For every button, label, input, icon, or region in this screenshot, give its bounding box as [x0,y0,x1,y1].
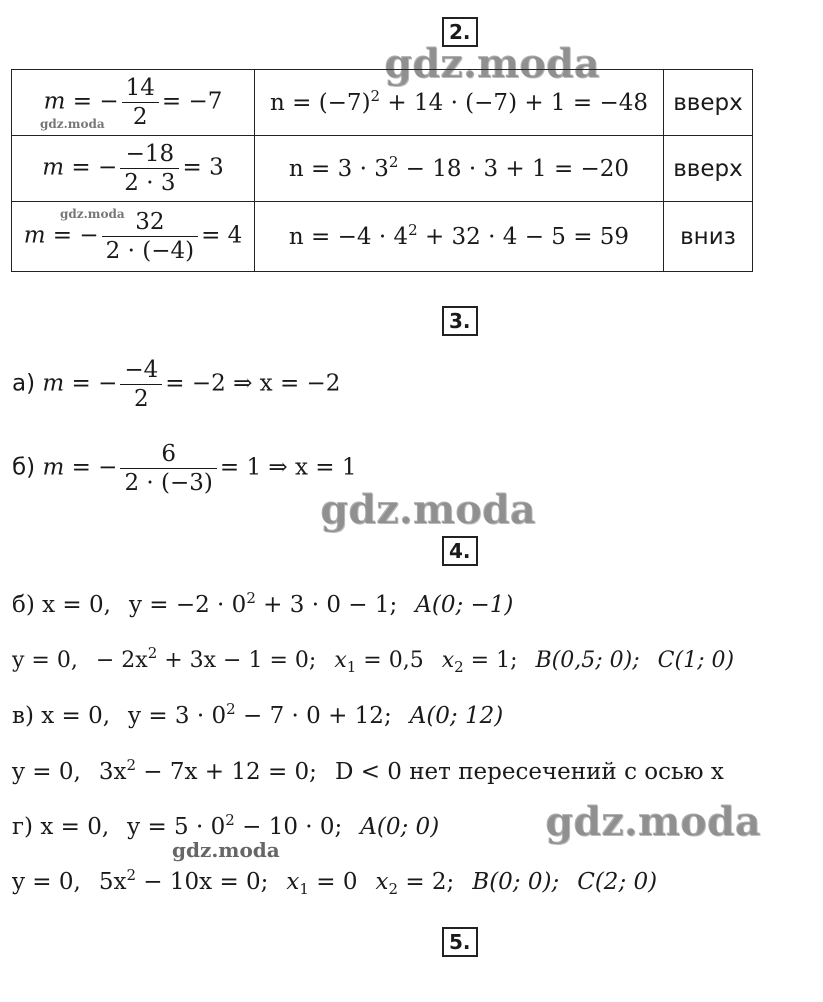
item-label: а) [12,370,43,397]
denominator: 2 [132,104,148,130]
subscript: 1 [346,658,357,676]
root-x: x [441,648,455,673]
m-result: = 4 [201,222,243,249]
expr: y = 0, [12,869,81,895]
expr: y = 0, [12,759,81,785]
exponent: 2 [246,589,256,607]
n-expression: n = 3 · 3 [288,155,389,182]
n-expression: n = −4 · 4 [288,223,409,250]
solution-line-4v-1 [12,700,504,729]
solution-line-3a [12,356,340,413]
m-expression: m = − [43,88,119,115]
fraction [120,140,179,197]
expr: 5x [98,869,127,895]
n-expression-rest: − 18 · 3 + 1 = −20 [398,155,630,182]
result: = 1 ⇒ x = 1 [219,454,357,481]
exponent: 2 [226,700,236,718]
m-expression: m = − [42,454,118,481]
point: A(0; 12) [409,703,504,729]
n-cell [255,202,664,272]
n-cell [255,70,664,136]
watermark-small: gdz.moda [40,117,105,131]
m-expression: m = − [23,222,99,249]
solution-line-4b-1 [12,589,514,618]
direction-cell: вверх [664,136,753,202]
exponent: 2 [126,866,136,884]
expr: − 10x = 0; [136,869,269,895]
watermark-small: gdz.moda [60,207,125,221]
n-cell [255,136,664,202]
numerator: −18 [120,140,179,169]
fraction [122,74,159,131]
watermark-logo: gdz.moda [545,798,761,845]
expr: y = 3 · 0 [128,703,227,729]
solution-table [11,69,753,272]
direction-cell: вверх [664,70,753,136]
denominator: 2 [134,386,149,412]
expr: − 7x + 12 = 0; [136,759,317,785]
discriminant-note: D < 0 нет пересечений с осью x [334,759,724,785]
numerator: −4 [120,356,162,385]
section-number-3: 3. [442,306,478,336]
m-cell [12,202,255,272]
point: A(0; −1) [415,592,514,618]
exponent: 2 [370,86,381,105]
numerator: 14 [122,74,159,103]
section-number-5: 5. [442,927,478,957]
n-expression-rest: + 32 · 4 − 5 = 59 [417,223,630,250]
exponent: 2 [225,811,235,829]
expr: − 7 · 0 + 12; [235,703,392,729]
n-expression-rest: + 14 · (−7) + 1 = −48 [380,89,648,116]
denominator: 2 · 3 [124,170,176,196]
expr: 3x [98,759,127,785]
point: B(0; 0); [472,869,560,895]
watermark-logo: gdz.moda [384,40,600,87]
solution-line-4g-2 [12,866,658,898]
solution-line-4g-1 [12,811,440,840]
solution-line-4v-2 [12,756,724,785]
exponent: 2 [408,220,418,239]
subscript: 1 [299,880,309,898]
watermark-logo: gdz.moda [320,486,536,533]
point: B(0,5; 0); [535,648,640,673]
solution-line-3b [12,440,356,497]
expr: + 3 · 0 − 1; [255,592,398,618]
expr: + 3x − 1 = 0; [157,648,317,673]
root-x: x [286,869,300,895]
m-expression: m = − [42,370,118,397]
expr: y = 0, [12,648,78,673]
root-x: x [375,869,389,895]
exponent: 2 [388,152,399,171]
section-number-2: 2. [442,17,478,47]
fraction [120,356,162,413]
root-x: x [334,648,347,673]
denominator: 2 · (−3) [124,470,213,496]
direction-cell: вниз [664,202,753,272]
exponent: 2 [126,756,136,774]
table-row [12,136,753,202]
fraction [120,440,216,497]
point: A(0; 0) [360,814,440,840]
point: C(1; 0) [657,648,735,673]
n-expression: n = (−7) [269,89,371,116]
result: = −2 ⇒ x = −2 [165,370,341,397]
expr: = 1; [463,648,518,673]
solution-line-4b-2 [12,644,735,676]
expr: y = −2 · 0 [128,592,247,618]
expr: = 0,5 [356,648,424,673]
expr: − 10 · 0; [234,814,343,840]
exponent: 2 [147,644,158,662]
item-label: б) [12,454,43,481]
expr: y = 5 · 0 [127,814,226,840]
m-expression: m = − [42,154,118,181]
subscript: 2 [388,880,399,898]
table-row [12,70,753,136]
numerator: 32 [102,208,198,237]
numerator: 6 [120,440,216,469]
m-cell [12,136,255,202]
subscript: 2 [454,658,464,676]
watermark-medium: gdz.moda [172,838,280,862]
expr: г) x = 0, [12,814,110,840]
denominator: 2 · (−4) [105,238,195,264]
m-result: = −7 [161,88,223,115]
point: C(2; 0) [577,869,658,895]
expr: в) x = 0, [12,703,111,729]
section-number-4: 4. [442,536,478,566]
m-result: = 3 [182,154,224,181]
expr: б) x = 0, [12,592,111,618]
expr: = 2; [398,869,455,895]
expr: = 0 [308,869,358,895]
expr: − 2x [95,648,148,673]
